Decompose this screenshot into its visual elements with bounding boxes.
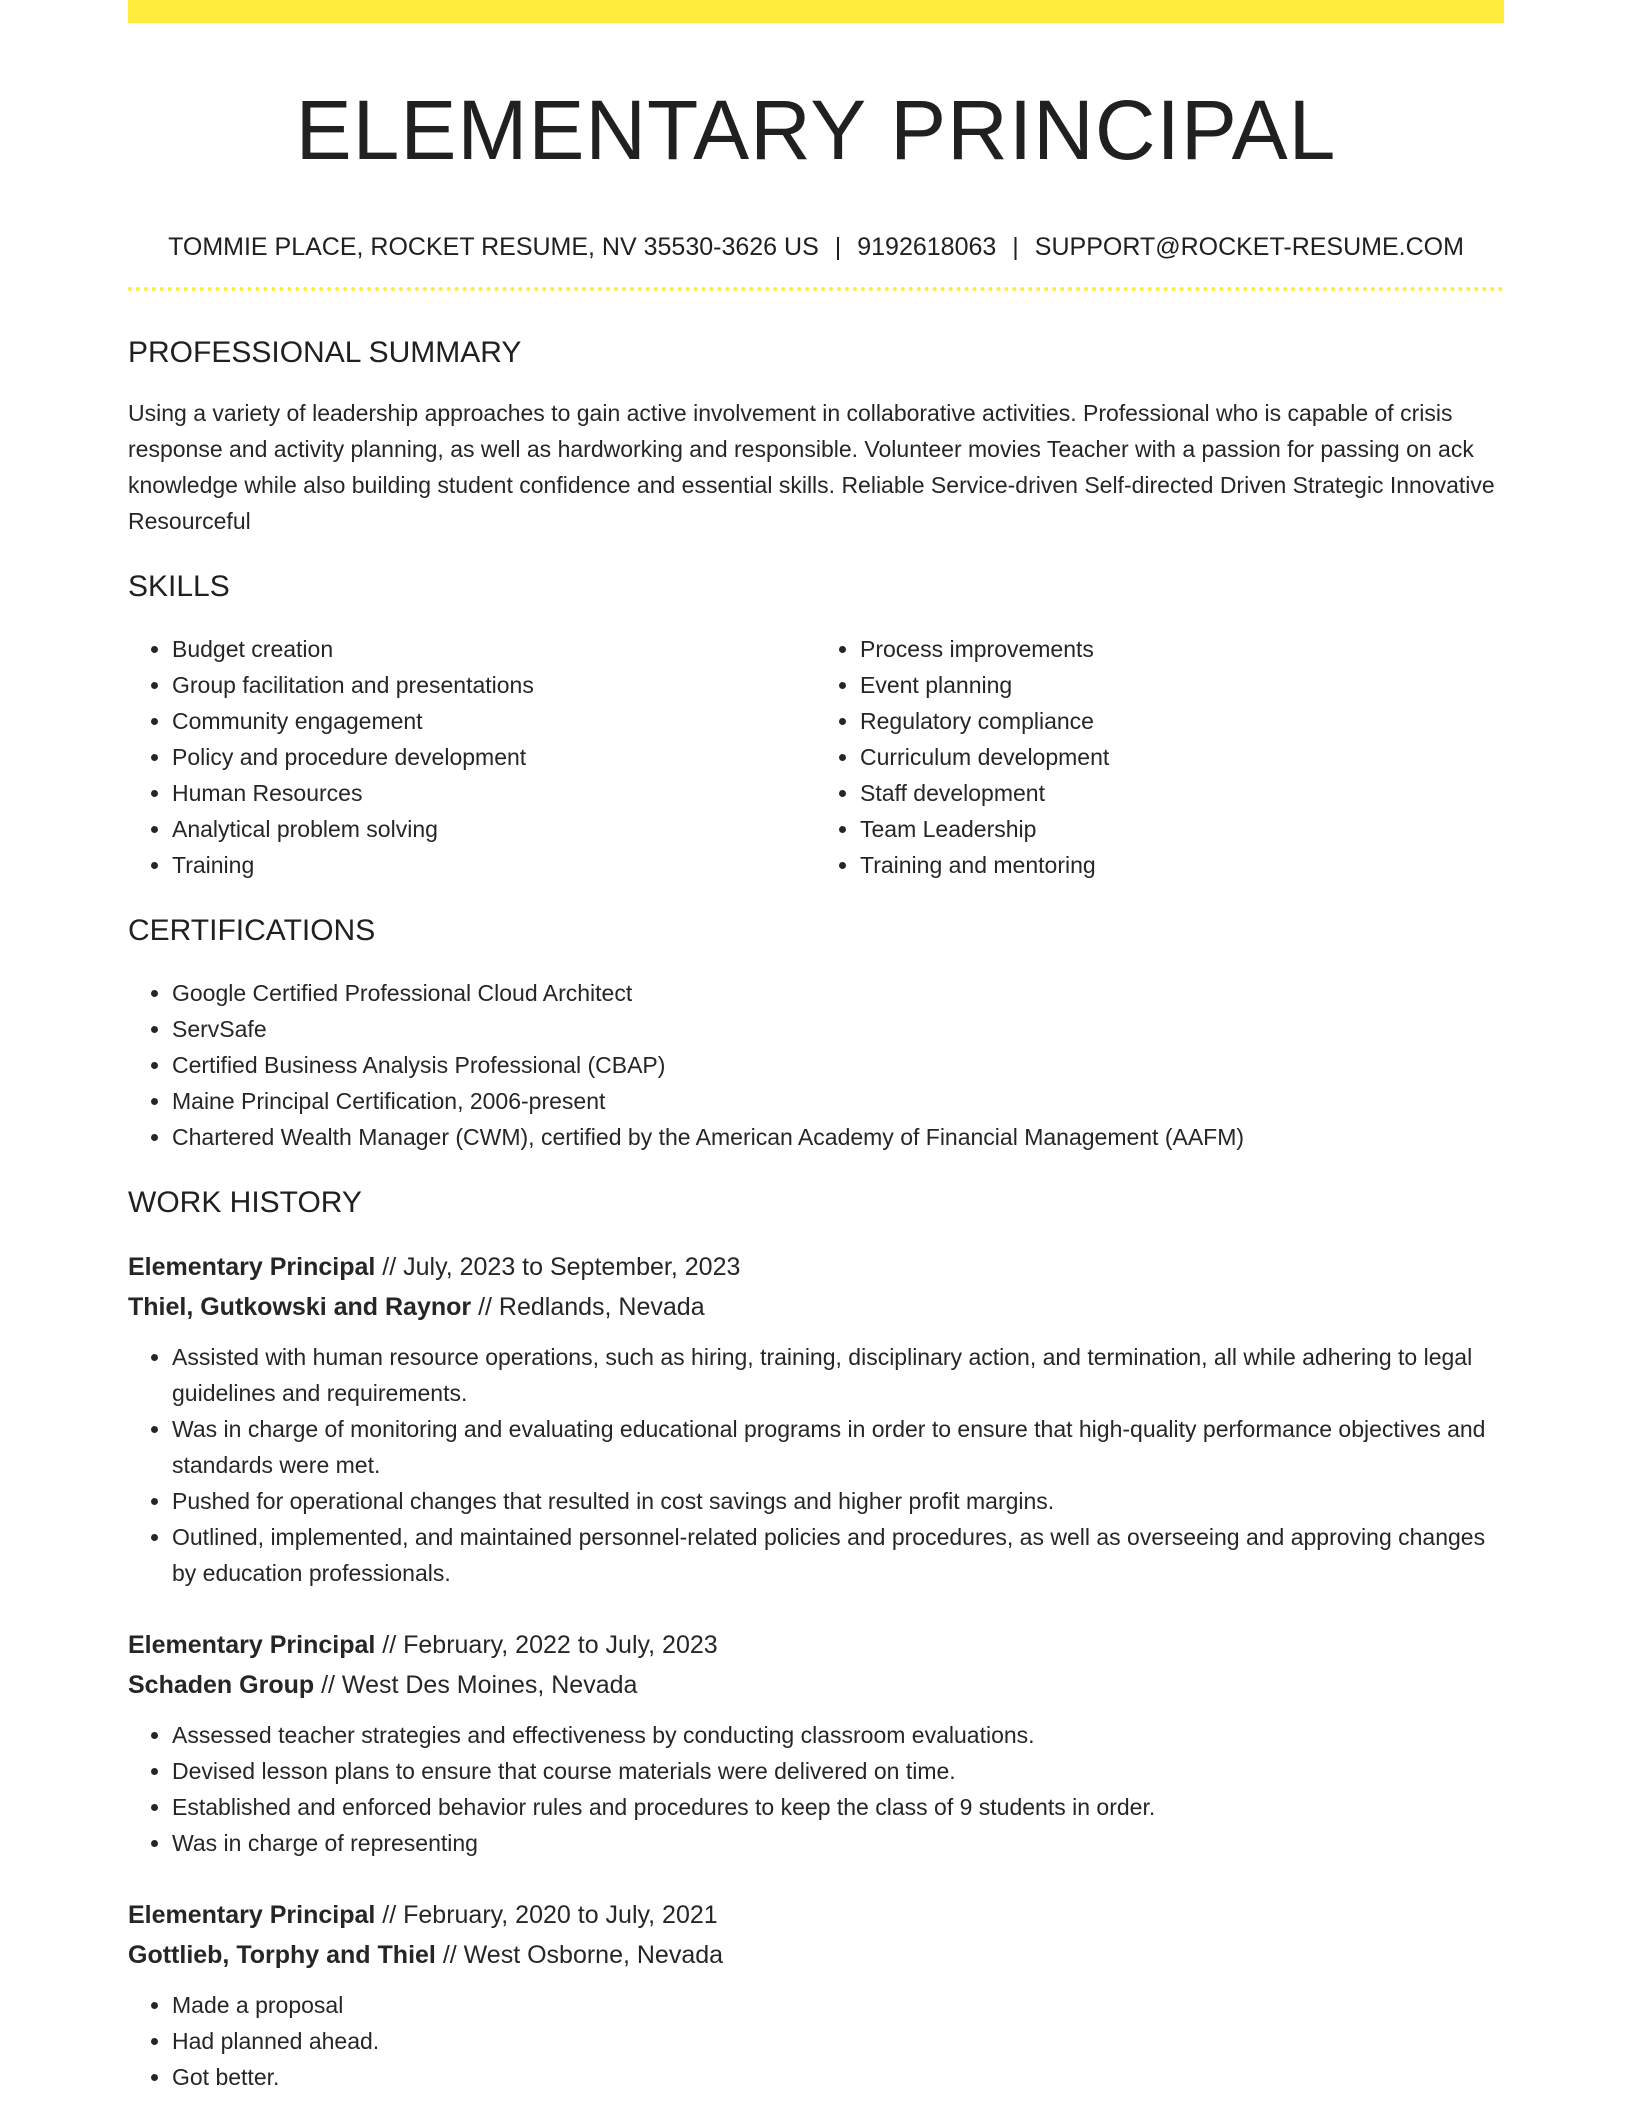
skill-item: • Training and mentoring (860, 847, 1504, 883)
job-company: Gottlieb, Torphy and Thiel (128, 1941, 436, 1969)
skill-item: • Policy and procedure development (172, 739, 816, 775)
job-bullet: • Made a proposal (172, 1987, 1504, 2023)
skill-item: • Human Resources (172, 775, 816, 811)
job-dates: // July, 2023 to September, 2023 (375, 1253, 741, 1281)
job-title-line (128, 1895, 1504, 1935)
skills-list-right (816, 631, 1504, 883)
job-role: Elementary Principal (128, 1253, 376, 1281)
job-location: // West Des Moines, Nevada (314, 1671, 638, 1699)
skill-item: • Regulatory compliance (860, 703, 1504, 739)
summary-heading: PROFESSIONAL SUMMARY (128, 336, 522, 369)
skill-item: • Community engagement (172, 703, 816, 739)
job-bullet-list (128, 1987, 1504, 2095)
job-bullet: • Got better. (172, 2059, 1504, 2095)
skill-item: • Analytical problem solving (172, 811, 816, 847)
job-location: // West Osborne, Nevada (435, 1941, 724, 1969)
contact-line (128, 232, 1504, 262)
skill-item: • Budget creation (172, 631, 816, 667)
work-history-heading: WORK HISTORY (128, 1186, 362, 1219)
job-entry (128, 1895, 1504, 2095)
contact-email: SUPPORT@ROCKET-RESUME.COM (1034, 233, 1464, 261)
resume-content (128, 0, 1504, 2095)
certifications-heading: CERTIFICATIONS (128, 914, 376, 947)
skill-item: • Process improvements (860, 631, 1504, 667)
certifications-list (128, 975, 1504, 1155)
skills-heading: SKILLS (128, 570, 230, 603)
job-role: Elementary Principal (128, 1631, 376, 1659)
certification-item: • Certified Business Analysis Professional (CBAP) (172, 1047, 1504, 1083)
job-company-line (128, 1935, 1504, 1975)
job-bullet: • Pushed for operational changes that resulted in cost savings and higher profit margins. (172, 1483, 1504, 1519)
dotted-divider (128, 287, 1504, 291)
skill-item: • Event planning (860, 667, 1504, 703)
job-bullet: • Outlined, implemented, and maintained personnel-related policies and procedures, as well as overseeing and approving changes by education professionals. (172, 1519, 1504, 1591)
job-title-line (128, 1625, 1504, 1665)
job-title-line (128, 1247, 1504, 1287)
job-entry (128, 1247, 1504, 1591)
job-bullet: • Assessed teacher strategies and effectiveness by conducting classroom evaluations. (172, 1717, 1504, 1753)
skills-list-left (128, 631, 816, 883)
job-company: Schaden Group (128, 1671, 315, 1699)
skill-item: • Training (172, 847, 816, 883)
certification-item: • ServSafe (172, 1011, 1504, 1047)
job-bullet: • Established and enforced behavior rules and procedures to keep the class of 9 students in order. (172, 1789, 1504, 1825)
job-entry (128, 1625, 1504, 1861)
job-role: Elementary Principal (128, 1901, 376, 1929)
job-bullet-list (128, 1339, 1504, 1591)
certification-item: • Maine Principal Certification, 2006-present (172, 1083, 1504, 1119)
job-bullet: • Was in charge of monitoring and evaluating educational programs in order to ensure that high-quality performance objectives and standards were met. (172, 1411, 1504, 1483)
job-company-line (128, 1665, 1504, 1705)
job-dates: // February, 2022 to July, 2023 (375, 1631, 718, 1659)
job-bullet: • Was in charge of representing (172, 1825, 1504, 1861)
contact-separator: | (834, 233, 842, 261)
job-bullet: • Had planned ahead. (172, 2023, 1504, 2059)
resume-title: ELEMENTARY PRINCIPAL (295, 83, 1337, 177)
skill-item: • Team Leadership (860, 811, 1504, 847)
job-bullet: • Assisted with human resource operations, such as hiring, training, disciplinary action, and termination, all while adhering to legal guidelines and requirements. (172, 1339, 1504, 1411)
certification-item: • Google Certified Professional Cloud Architect (172, 975, 1504, 1011)
skill-item: • Curriculum development (860, 739, 1504, 775)
contact-phone: 9192618063 (857, 233, 997, 261)
contact-separator: | (1012, 233, 1019, 261)
job-company: Thiel, Gutkowski and Raynor (128, 1293, 472, 1321)
job-dates: // February, 2020 to July, 2021 (375, 1901, 718, 1929)
skills-columns (128, 631, 1504, 883)
certification-item: • Chartered Wealth Manager (CWM), certified by the American Academy of Financial Management (AAFM) (172, 1119, 1504, 1155)
skill-item: • Group facilitation and presentations (172, 667, 816, 703)
skill-item: • Staff development (860, 775, 1504, 811)
contact-address: TOMMIE PLACE, ROCKET RESUME, NV 35530-3626 US (168, 233, 819, 261)
job-location: // Redlands, Nevada (471, 1293, 705, 1321)
job-company-line (128, 1287, 1504, 1327)
summary-text: Using a variety of leadership approaches to gain active involvement in collaborative activities. Professional who is capable of crisis response and activity planning, as well as hardworking and responsible. Volunteer movies Teacher with a passion for passing on ack knowledge while also building student confidence and essential skills. Reliable Service-driven Self-directed Driven Strategic Innovative Resourceful (128, 400, 1495, 534)
job-bullet-list (128, 1717, 1504, 1861)
job-bullet: • Devised lesson plans to ensure that course materials were delivered on time. (172, 1753, 1504, 1789)
